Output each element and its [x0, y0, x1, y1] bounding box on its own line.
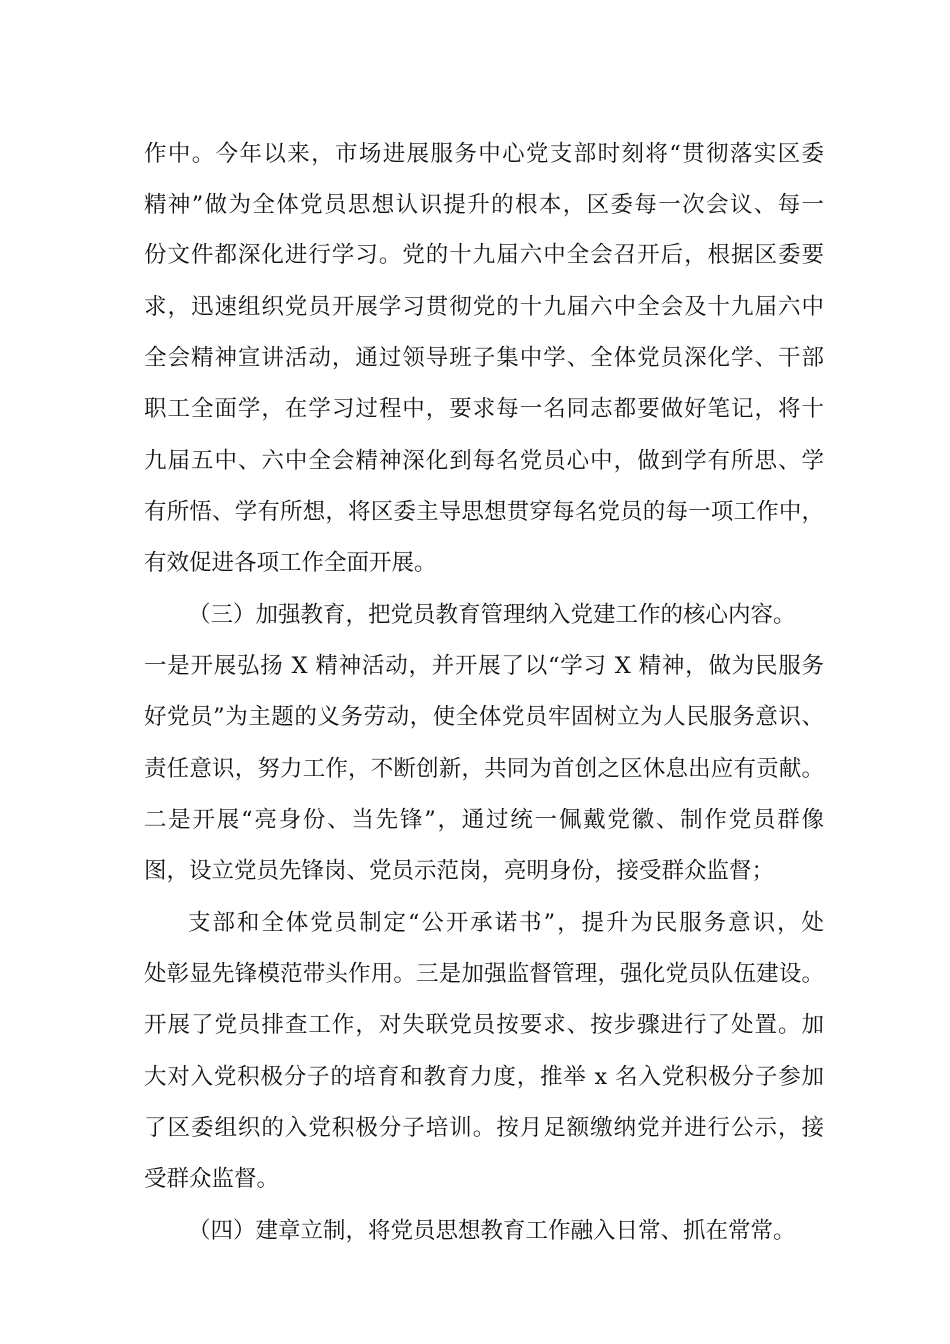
text-line: 好党员”为主题的义务劳动，使全体党员牢固树立为人民服务意识、 — [144, 704, 824, 730]
text-line: 作中。今年以来，市场进展服务中心党支部时刻将“贯彻落实区委 — [144, 141, 824, 167]
text-line: 精神”做为全体党员思想认识提升的根本，区委每一次会议、每一 — [144, 192, 824, 218]
text-line: 处彰显先锋模范带头作用。三是加强监督管理，强化党员队伍建设。 — [144, 961, 824, 987]
text-line: 了区委组织的入党积极分子培训。按月足额缴纳党并进行公示，接 — [144, 1115, 824, 1141]
text-line: 责任意识，努力工作，不断创新，共同为首创之区休息出应有贡献。 — [144, 756, 824, 782]
text-line: 二是开展“亮身份、当先锋”，通过统一佩戴党徽、制作党员群像 — [144, 807, 824, 833]
text-line: 一是开展弘扬 X 精神活动，并开展了以“学习 X 精神，做为民服务 — [144, 653, 824, 679]
text-line: 受群众监督。 — [144, 1166, 280, 1192]
section-heading: （四）建章立制，将党员思想教育工作融入日常、抓在常常。 — [188, 1218, 796, 1244]
text-line: 图，设立党员先锋岗、党员示范岗，亮明身份，接受群众监督； — [144, 858, 775, 884]
text-line: 有所悟、学有所想，将区委主导思想贯穿每名党员的每一项工作中， — [144, 499, 824, 525]
section-heading: （三）加强教育，把党员教育管理纳入党建工作的核心内容。 — [188, 602, 796, 628]
text-line: 支部和全体党员制定“公开承诺书”，提升为民服务意识，处 — [188, 910, 824, 936]
text-line: 开展了党员排查工作，对失联党员按要求、按步骤进行了处置。加 — [144, 1012, 824, 1038]
text-line: 有效促进各项工作全面开展。 — [144, 550, 437, 576]
text-line: 份文件都深化进行学习。党的十九届六中全会召开后，根据区委要 — [144, 242, 824, 268]
text-line: 求，迅速组织党员开展学习贯彻党的十九届六中全会及十九届六中 — [144, 294, 824, 320]
text-line: 九届五中、六中全会精神深化到每名党员心中，做到学有所思、学 — [144, 448, 824, 474]
text-line: 大对入党积极分子的培育和教育力度，推举 x 名入党积极分子参加 — [144, 1064, 824, 1090]
text-line: 全会精神宣讲活动，通过领导班子集中学、全体党员深化学、干部 — [144, 345, 824, 371]
text-line: 职工全面学，在学习过程中，要求每一名同志都要做好笔记，将十 — [144, 396, 824, 422]
